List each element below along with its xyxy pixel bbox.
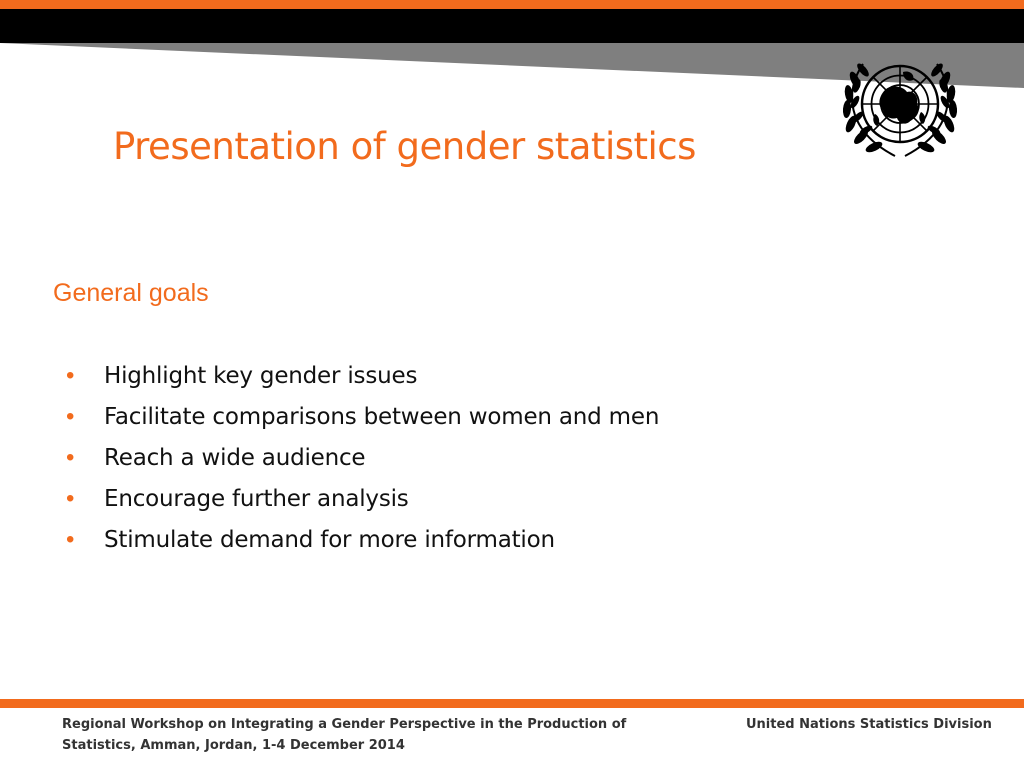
footer-organization: United Nations Statistics Division xyxy=(746,717,992,732)
top-black-bar xyxy=(0,9,1024,43)
slide-title: Presentation of gender statistics xyxy=(113,125,696,168)
list-item-text: Encourage further analysis xyxy=(104,486,409,512)
footer-event-info xyxy=(62,714,662,756)
top-accent-bar xyxy=(0,0,1024,9)
bullet-icon: • xyxy=(66,485,75,512)
section-subtitle: General goals xyxy=(53,279,209,307)
bullet-icon: • xyxy=(66,444,75,471)
bullet-icon: • xyxy=(66,403,75,430)
bullet-icon: • xyxy=(66,526,75,553)
list-item-text: Stimulate demand for more information xyxy=(104,527,555,553)
list-item-text: Facilitate comparisons between women and men xyxy=(104,404,660,430)
footer-event-line-2: Statistics, Amman, Jordan, 1-4 December 2014 xyxy=(62,738,405,753)
footer-event-line-1: Regional Workshop on Integrating a Gender Perspective in the Production of xyxy=(62,717,627,732)
bullet-icon: • xyxy=(66,362,75,389)
list-item-text: Reach a wide audience xyxy=(104,445,366,471)
united-nations-emblem-icon xyxy=(833,50,967,162)
footer-accent-bar xyxy=(0,699,1024,708)
list-item-text: Highlight key gender issues xyxy=(104,363,418,389)
